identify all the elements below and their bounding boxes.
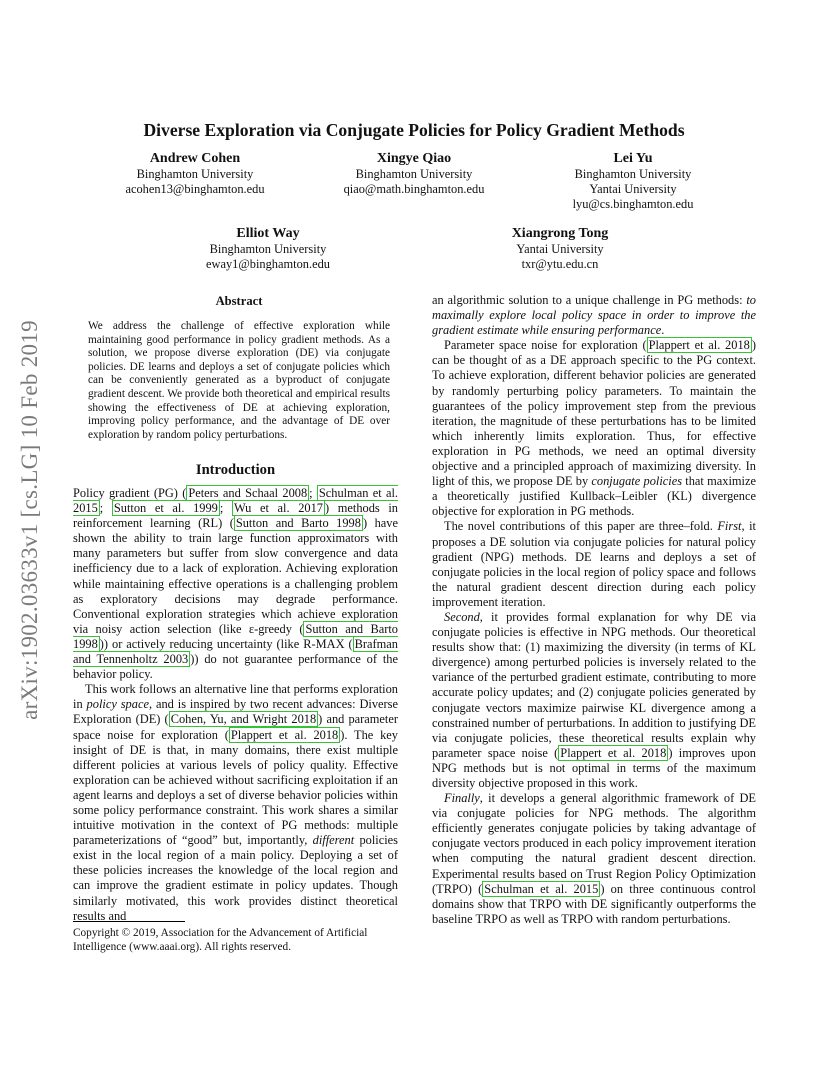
author-email: txr@ytu.edu.cn xyxy=(521,257,599,271)
author-affiliation: Yantai University xyxy=(516,242,604,256)
citation-link[interactable]: Wu et al. 2017 xyxy=(233,501,323,516)
author-affiliation: Binghamton University xyxy=(355,167,473,181)
author-affiliation: Yantai University xyxy=(589,182,677,196)
author-name: Andrew Cohen xyxy=(149,151,241,166)
citation-link[interactable]: Schulman et al. 2015 xyxy=(73,486,398,516)
citation-link[interactable]: Sutton and Barto 1998 xyxy=(235,516,361,531)
citation-link[interactable]: Schulman et al. 2015 xyxy=(484,881,599,896)
author-name: Lei Yu xyxy=(613,151,653,166)
citation-link[interactable]: Cohen, Yu, and Wright 2018 xyxy=(170,712,317,727)
author-name: Xingye Qiao xyxy=(376,151,452,166)
author-email: lyu@cs.binghamton.edu xyxy=(572,197,694,211)
abstract-text: We address the challenge of effective exploration while maintaining good performance in policy gradient methods. As a solution, we propose diverse exploration (DE) via conjugate policies. DE learns and deploys a set of conjugate policies which can be conveniently generated as a byproduct of conjugate gradient descent. We provide both theoretical and empirical results showing the effectiveness of DE at achieving exploration, improving policy performance, and the advantage of DE over exploration by random policy perturbations. xyxy=(88,320,390,441)
body-paragraph: The novel contributions of this paper are three–fold. First, it proposes a DE solution via conjugate policies for natural policy gradient (NPG) methods. DE learns and deploys a set of conjugate policies in the local region of policy space and follows the natural gradient descent direction during each policy improvement iteration. xyxy=(432,519,756,609)
author-affiliation: Binghamton University xyxy=(136,167,254,181)
citation-link[interactable]: Sutton et al. 1999 xyxy=(113,501,218,516)
abstract-heading: Abstract xyxy=(215,294,263,308)
citation-link[interactable]: Sutton and Barto 1998 xyxy=(73,621,398,651)
author-email: acohen13@binghamton.edu xyxy=(125,182,265,196)
citation-link[interactable]: Peters and Schaal 2008 xyxy=(188,486,308,500)
body-paragraph: an algorithmic solution to a unique challenge in PG methods: to maximally explore local policy space in order to improve the gradient estimate while ensuring performance. xyxy=(432,293,756,338)
author-block xyxy=(533,150,733,212)
author-email: qiao@math.binghamton.edu xyxy=(343,182,485,196)
author-block xyxy=(460,225,660,272)
body-paragraph: Second, it provides formal explanation for why DE via conjugate policies is effective in NPG methods. Our theoretical results show that: (1) maximizing the diversity (in terms of KL divergence) among perturbed policies is inversely related to the variance of the perturbed gradient estimate, contributing to more accurate policy updates; and (2) conjugate policies generated by conjugate vectors maximize pairwise KL divergence among a constrained number of perturbations. In addition to justifying DE via conjugate policies, these theoretical results explain why parameter space noise ( Plappert et al. 2018 ) improves upon NPG methods but is not optimal in terms of the maximum diversity objective proposed in this work. xyxy=(432,609,756,790)
introduction-heading: Introduction xyxy=(195,462,276,478)
citation-link[interactable]: Plappert et al. 2018 xyxy=(560,745,667,760)
author-name: Xiangrong Tong xyxy=(511,226,609,241)
body-paragraph: Finally, it develops a general algorithmic framework of DE via conjugate policies for NPG methods. The algorithm efficiently generates conjugate policies by taking advantage of conjugate vectors produced in each policy improvement iteration when computing the natural gradient descent direction. Experimental results based on Trust Region Policy Optimization (TRPO) ( Schulman et al. 2015 ) on three continuous control domains show that TRPO with DE significantly outperforms the baseline TRPO as well as TRPO with random perturbations. xyxy=(432,791,756,926)
author-block xyxy=(95,150,295,197)
intro-paragraph: Policy gradient (PG) ( Peters and Schaal 2008 ; Schulman et al. 2015 ; Sutton et al. 1999 ; Wu et al. 2017 ) methods in reinforcement learning (RL) ( Sutton and Barto 1998 ) have shown the ability to train large function approximators with many parameters but suffer from slow convergence and data inefficiency due to a lack of exploration. Achieving exploration while maintaining effective operations is a challenging problem as exploratory decisions may degrade performance. Conventional exploration strategies which achieve exploration via noisy action selection (like ε-greedy ( Sutton and Barto 1998 )) or actively reducing uncertainty (like R-MAX ( Brafman and Tennenholtz 2003 )) do not guarantee performance of the behavior policy. xyxy=(73,486,399,682)
body-paragraph: Parameter space noise for exploration ( Plappert et al. 2018 ) can be thought of as a DE approach specific to the PG context. To achieve exploration, different behavior policies are generated by randomly perturbing policy parameters. To maintain the guarantees of the policy improvement step from the previous iteration, the magnitude of these perturbations has to be limited which inherently limits exploration. Thus, for effective exploration in PG methods, we need an optimal diversity objective and a principled approach of maximizing diversity. In light of this, we propose DE by conjugate policies that maximize a theoretically justified Kullback–Leibler (KL) divergence objective for exploration in PG methods. xyxy=(432,338,756,519)
author-block xyxy=(314,150,514,197)
author-name: Elliot Way xyxy=(236,226,300,241)
left-column xyxy=(73,486,398,924)
right-column xyxy=(432,293,756,927)
footnote-rule xyxy=(73,921,185,922)
copyright-notice: Copyright © 2019, Association for the Advancement of Artificial Intelligence (www.aaai.org). All rights reserved. xyxy=(73,927,368,953)
author-affiliation: Binghamton University xyxy=(574,167,692,181)
citation-link[interactable]: Brafman and Tennenholtz 2003 xyxy=(73,636,398,667)
citation-link[interactable]: Plappert et al. 2018 xyxy=(648,338,750,353)
author-email: eway1@binghamton.edu xyxy=(206,257,330,271)
author-affiliation: Binghamton University xyxy=(209,242,327,256)
arxiv-stamp: arXiv:1902.03633v1 [cs.LG] 10 Feb 2019 xyxy=(17,320,42,720)
intro-paragraph: This work follows an alternative line that performs exploration in policy space, and is inspired by two recent advances: Diverse Exploration (DE) ( Cohen, Yu, and Wright 2018 ) and parameter space noise for exploration ( Plappert et al. 2018 ). The key insight of DE is that, in many domains, there exist multiple different policies at various levels of policy quality. Effective exploration can be achieved without sacrificing exploitation if an agent learns and deploys a set of diverse behavior policies within some policy performance constraint. This work shares a similar intuitive motivation in the context of PG methods: multiple parameterizations of “good” but, importantly, different policies exist in the local region of a main policy. Deploying a set of these policies increases the knowledge of the local region and can improve the gradient estimate in policy updates. Though similarly motivated, this work provides distinct theoretical results and xyxy=(73,682,398,923)
author-block xyxy=(168,225,368,272)
citation-link[interactable]: Plappert et al. 2018 xyxy=(230,727,339,742)
paper-title: Diverse Exploration via Conjugate Policies for Policy Gradient Methods xyxy=(143,120,685,140)
